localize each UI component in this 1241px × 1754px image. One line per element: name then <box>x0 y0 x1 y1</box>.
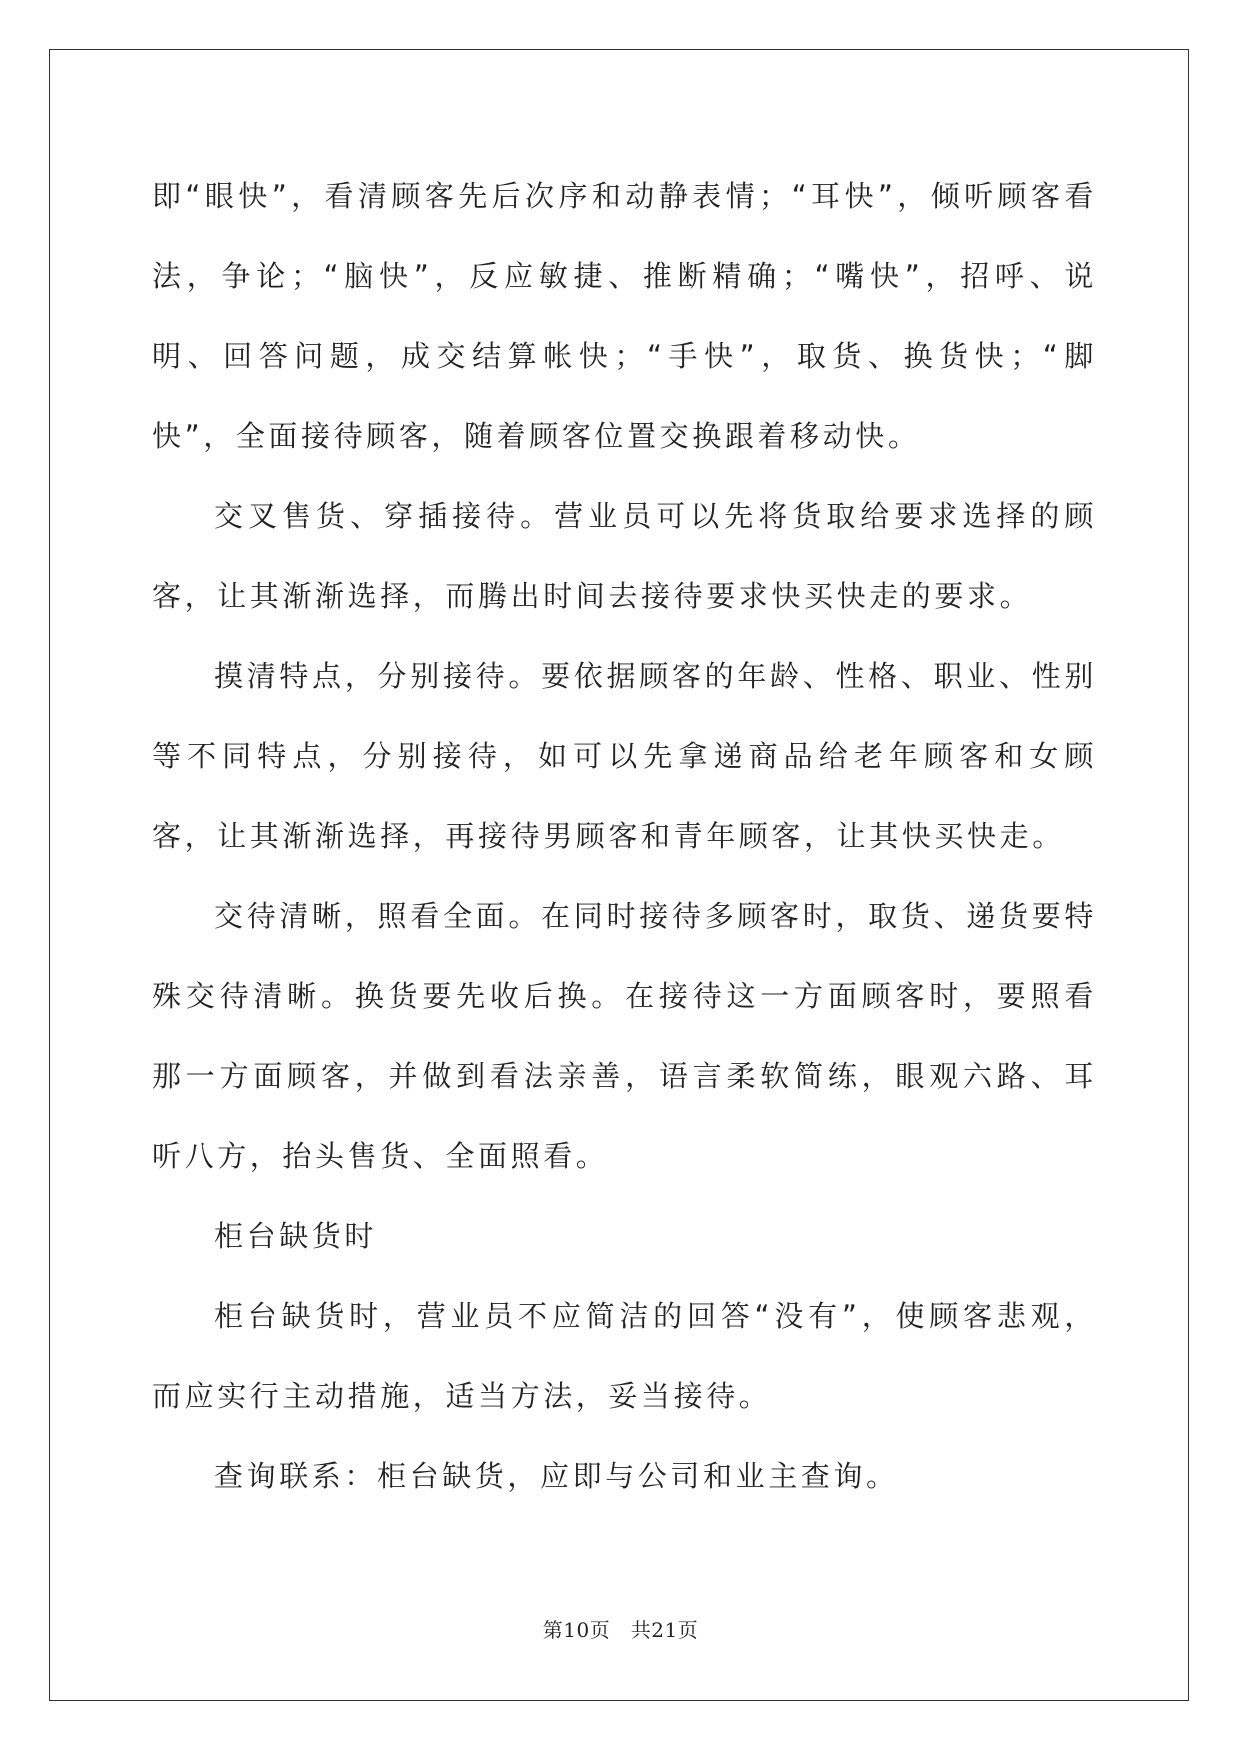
page-number-footer: 第10页 共21页 <box>542 1618 699 1642</box>
paragraph-5: 柜台缺货时，营业员不应简洁的回答“没有”，使顾客悲观，而应实行主动措施，适当方法，妥当接待。 <box>152 1299 1097 1413</box>
document-body <box>152 156 1097 1516</box>
section-heading: 柜台缺货时 <box>214 1219 378 1253</box>
paragraph-3: 摸清特点，分别接待。要依据顾客的年龄、性格、职业、性别等不同特点，分别接待，如可以先拿递商品给老年顾客和女顾客，让其渐渐选择，再接待男顾客和青年顾客，让其快买快走。 <box>152 659 1097 853</box>
paragraph-1: 即“眼快”，看清顾客先后次序和动静表情；“耳快”，倾听顾客看法，争论；“脑快”，反应敏捷、推断精确；“嘴快”，招呼、说明、回答问题，成交结算帐快；“手快”，取货、换货快；“脚快”，全面接待顾客，随着顾客位置交换跟着移动快。 <box>152 179 1097 453</box>
paragraph-2: 交叉售货、穿插接待。营业员可以先将货取给要求选择的顾客，让其渐渐选择，而腾出时间去接待要求快买快走的要求。 <box>152 499 1097 613</box>
paragraph-4: 交待清晰，照看全面。在同时接待多顾客时，取货、递货要特殊交待清晰。换货要先收后换。在接待这一方面顾客时，要照看那一方面顾客，并做到看法亲善，语言柔软简练，眼观六路、耳听八方，抬头售货、全面照看。 <box>152 899 1097 1173</box>
paragraph-6: 查询联系：柜台缺货，应即与公司和业主查询。 <box>214 1459 899 1493</box>
